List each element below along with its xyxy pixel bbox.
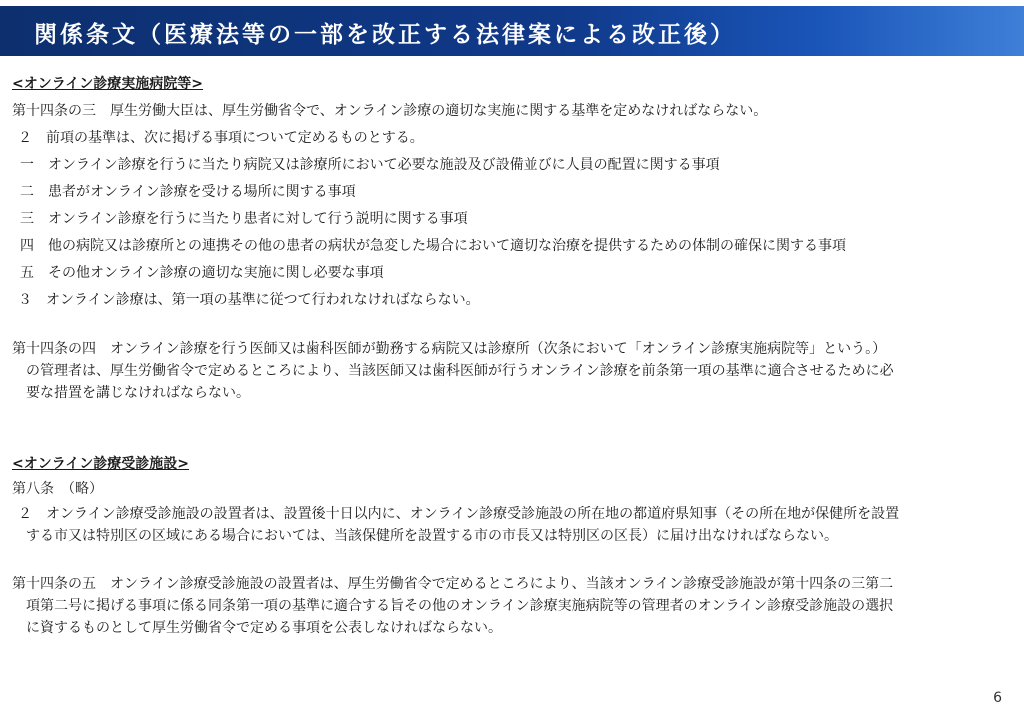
document-body — [12, 74, 1012, 639]
paragraph-line: する市又は特別区の区域にある場合においては、当該保健所を設置する市の市長又は特別区の区長）に届け出なければならない。 — [26, 528, 838, 544]
item-line: 三 オンライン診療を行うに当たり患者に対して行う説明に関する事項 — [20, 211, 468, 227]
section-heading-receiving-facility: <オンライン診療受診施設> — [12, 456, 190, 472]
clause-line: ２ 前項の基準は、次に掲げる事項について定めるものとする。 — [18, 130, 424, 146]
paragraph-line: 第十四条の五 オンライン診療受診施設の設置者は、厚生労働省令で定めるところにより、当該オンライン診療受診施設が第十四条の三第二 — [12, 576, 894, 592]
paragraph-line: の管理者は、厚生労働省令で定めるところにより、当該医師又は歯科医師が行うオンライン診療を前条第一項の基準に適合させるために必 — [26, 363, 894, 379]
page-number: 6 — [993, 690, 1002, 706]
item-line: 四 他の病院又は診療所との連携その他の患者の病状が急変した場合において適切な治療を提供するための体制の確保に関する事項 — [20, 238, 846, 254]
article-8-clause-2 — [12, 503, 1012, 547]
article-14-4 — [12, 338, 1012, 404]
paragraph-line: 項第二号に掲げる事項に係る同条第一項の基準に適合する旨その他のオンライン診療実施病院等の管理者のオンライン診療受診施設の選択 — [26, 598, 894, 614]
article-line: 第十四条の三 厚生労働大臣は、厚生労働省令で、オンライン診療の適切な実施に関する基準を定めなければならない。 — [12, 103, 768, 119]
article-14-3 — [12, 98, 1012, 314]
item-line: 一 オンライン診療を行うに当たり病院又は診療所において必要な施設及び設備並びに人員の配置に関する事項 — [20, 157, 720, 173]
paragraph-line: ２ オンライン診療受診施設の設置者は、設置後十日以内に、オンライン診療受診施設の所在地の都道府県知事（その所在地が保健所を設置 — [18, 506, 900, 522]
paragraph-line: 第十四条の四 オンライン診療を行う医師又は歯科医師が勤務する病院又は診療所（次条において「オンライン診療実施病院等」という。） — [12, 341, 887, 357]
clause-line: ３ オンライン診療は、第一項の基準に従つて行われなければならない。 — [18, 292, 480, 308]
article-8: 第八条 （略） — [12, 481, 103, 497]
section-heading-online-clinic: <オンライン診療実施病院等> — [12, 76, 204, 92]
page-title: 関係条文（医療法等の一部を改正する法律案による改正後） — [34, 22, 736, 48]
item-line: 二 患者がオンライン診療を受ける場所に関する事項 — [20, 184, 356, 200]
item-line: 五 その他オンライン診療の適切な実施に関し必要な事項 — [20, 265, 384, 281]
paragraph-line: に資するものとして厚生労働省令で定める事項を公表しなければならない。 — [26, 620, 502, 636]
article-14-5 — [12, 573, 1012, 639]
paragraph-line: 要な措置を講じなければならない。 — [26, 385, 250, 401]
title-bar — [0, 6, 1024, 56]
